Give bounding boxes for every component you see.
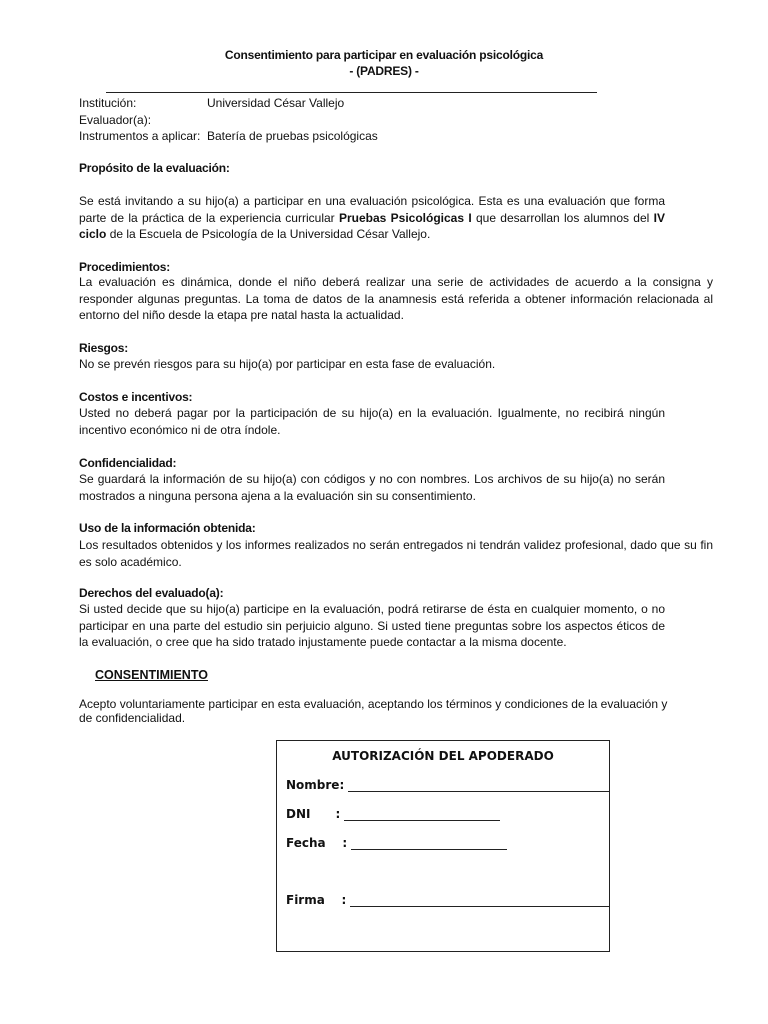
- proposito-text: de la Escuela de Psicología de la Universidad César Vallejo.: [106, 227, 431, 241]
- document-title: Consentimiento para participar en evaluación psicológica: [224, 48, 544, 62]
- heading-confidencialidad: Confidencialidad:: [79, 456, 177, 470]
- firma-blank-line[interactable]: [350, 896, 610, 907]
- fecha-blank-line[interactable]: [351, 839, 507, 850]
- meta-block: [79, 95, 378, 145]
- proposito-text: Se está invitando a su hijo(a) a participar en una evaluación psicológica. Esta es una evaluación que forma parte de la práctica de la experiencia curricular: [79, 194, 665, 225]
- proposito-cycle: IV ciclo: [79, 210, 665, 241]
- paragraph-proposito: [79, 193, 665, 243]
- field-label-dni: DNI :: [286, 807, 341, 821]
- heading-costos: Costos e incentivos:: [79, 390, 193, 404]
- heading-consentimiento: CONSENTIMIENTO: [95, 668, 208, 682]
- meta-value: Batería de pruebas psicológicas: [207, 129, 378, 143]
- meta-row-evaluador: [79, 112, 378, 129]
- paragraph-procedimientos: La evaluación es dinámica, donde el niño deberá realizar una serie de actividades de acuerdo a la consigna y responder algunas preguntas. La toma de datos de la anamnesis está referida a obtener información relacionada al entorno del niño desde la etapa pre natal hasta la actualidad.: [79, 275, 713, 322]
- field-label-nombre: Nombre:: [286, 778, 345, 792]
- field-firma[interactable]: [286, 893, 610, 907]
- field-nombre[interactable]: [286, 778, 610, 792]
- meta-row-instrumentos: [79, 128, 378, 145]
- authorization-title: AUTORIZACIÓN DEL APODERADO: [332, 749, 554, 763]
- paragraph-costos: Usted no deberá pagar por la participación de su hijo(a) en la evaluación. Igualmente, no recibirá ningún incentivo económico ni de otra índole.: [79, 406, 665, 437]
- meta-row-institucion: [79, 95, 378, 112]
- field-label-firma: Firma :: [286, 893, 347, 907]
- authorization-box: [276, 740, 610, 952]
- meta-label: Institución:: [79, 96, 137, 110]
- paragraph-derechos: Si usted decide que su hijo(a) participe en la evaluación, podrá retirarse de ésta en cualquier momento, o no participar en una parte del estudio sin perjuicio alguno. Si usted tiene preguntas sobre los aspectos éticos de la evaluación, o cree que ha sido tratado injustamente puede contactar a la misma docente.: [79, 602, 665, 649]
- meta-label: Instrumentos a aplicar:: [79, 129, 201, 143]
- title-divider: [106, 92, 597, 93]
- paragraph-uso: Los resultados obtenidos y los informes realizados no serán entregados ni tendrán validez profesional, dado que su fin es solo académico.: [79, 538, 713, 569]
- heading-uso: Uso de la información obtenida:: [79, 521, 256, 535]
- nombre-blank-line[interactable]: [348, 781, 610, 792]
- paragraph-consentimiento: Acepto voluntariamente participar en esta evaluación, aceptando los términos y condiciones de la evaluación y de confidencialidad.: [79, 697, 668, 725]
- heading-procedimientos: Procedimientos:: [79, 260, 171, 274]
- paragraph-riesgos: No se prevén riesgos para su hijo(a) por participar en esta fase de evaluación.: [79, 357, 496, 371]
- document-subtitle: - (PADRES) -: [349, 64, 419, 78]
- meta-label: Evaluador(a):: [79, 112, 152, 127]
- dni-blank-line[interactable]: [344, 810, 500, 821]
- field-label-fecha: Fecha :: [286, 836, 348, 850]
- proposito-course: Pruebas Psicológicas I: [338, 210, 472, 225]
- field-dni[interactable]: [286, 807, 500, 821]
- proposito-text: que desarrollan los alumnos del: [471, 210, 654, 225]
- heading-proposito: Propósito de la evaluación:: [79, 161, 230, 175]
- field-fecha[interactable]: [286, 836, 507, 850]
- heading-riesgos: Riesgos:: [79, 341, 129, 355]
- heading-derechos: Derechos del evaluado(a):: [79, 586, 224, 600]
- paragraph-confidencialidad: Se guardará la información de su hijo(a) con códigos y no con nombres. Los archivos de su hijo(a) no serán mostrados a ninguna persona ajena a la evaluación sin su consentimiento.: [79, 472, 665, 503]
- meta-value: Universidad César Vallejo: [207, 96, 345, 110]
